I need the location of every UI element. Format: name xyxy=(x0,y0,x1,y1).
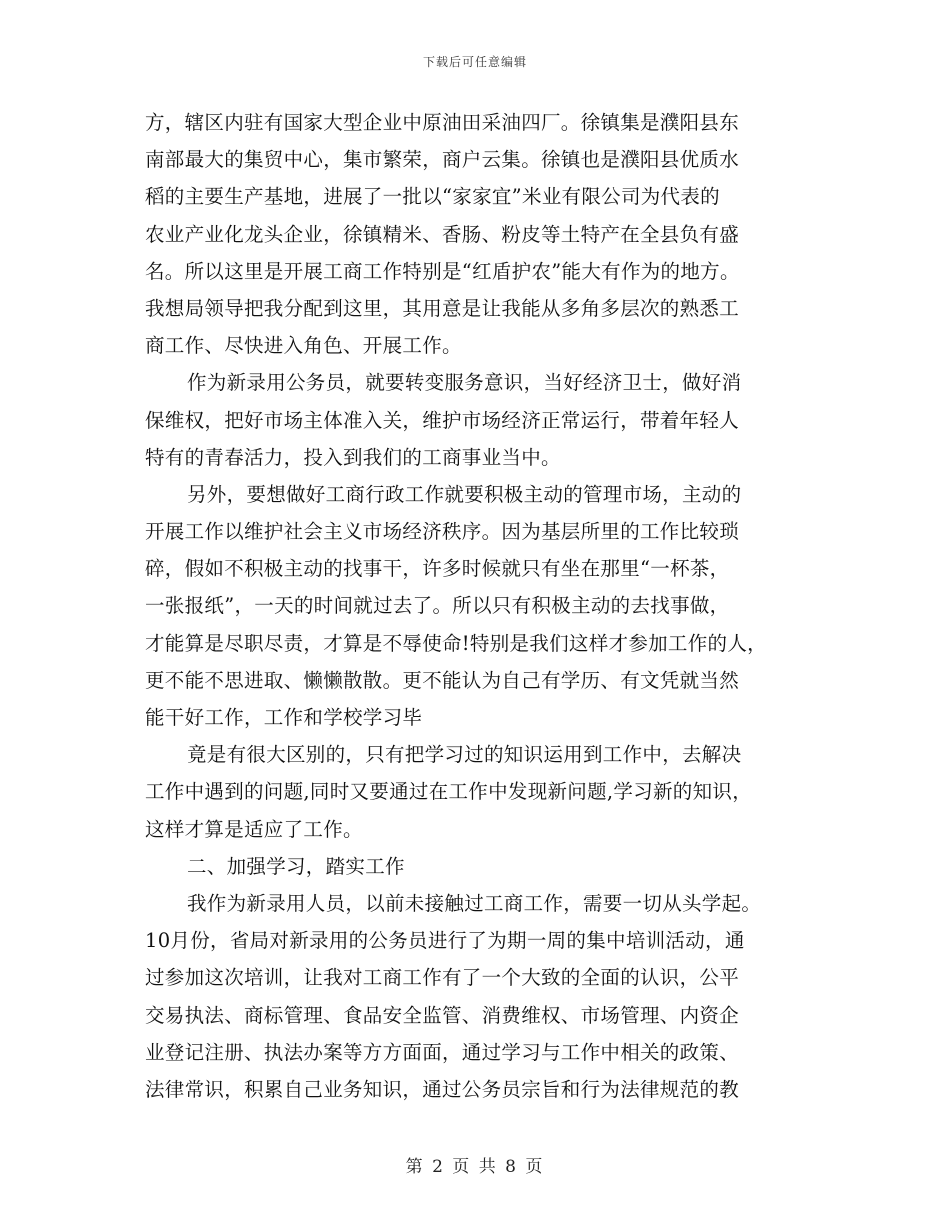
text-line: 才能算是尽职尽责，才算是不辱使命!特别是我们这样才参加工作的人， xyxy=(145,631,767,655)
text-line: 一张报纸”，一天的时间就过去了。所以只有积极主动的去找事做， xyxy=(145,594,730,618)
text-line: 二、加强学习，踏实工作 xyxy=(187,854,405,878)
text-line: 10月份，省局对新录用的公务员进行了为期一周的集中培训活动，通 xyxy=(145,929,745,953)
text-line: 能干好工作，工作和学校学习毕 xyxy=(145,706,423,729)
text-line: 特有的青春活力，投入到我们的工商事业当中。 xyxy=(145,445,561,469)
page-header: 下载后可任意编辑 xyxy=(422,55,527,69)
document-body xyxy=(145,104,825,1108)
text-line: 方，辖区内驻有国家大型企业中原油田采油四厂。徐镇集是濮阳县东 xyxy=(145,111,740,134)
text-line: 开展工作以维护社会主义市场经济秩序。因为基层所里的工作比较琐 xyxy=(145,520,740,544)
page-footer: 第 2 页 共 8 页 xyxy=(405,1157,545,1177)
text-line: 法律常识，积累自己业务知识，通过公务员宗旨和行为法律规范的教 xyxy=(145,1077,740,1101)
text-line: 竟是有很大区别的，只有把学习过的知识运用到工作中，去解决 xyxy=(187,743,742,767)
text-line: 作为新录用公务员，就要转变服务意识，当好经济卫士，做好消 xyxy=(187,371,742,395)
text-line: 这样才算是适应了工作。 xyxy=(145,817,363,841)
text-line: 碎，假如不积极主动的找事干，许多时候就只有坐在那里“一杯茶， xyxy=(145,557,730,581)
text-line: 名。所以这里是开展工商工作特别是“红盾护农”能大有作为的地方。 xyxy=(145,259,740,283)
text-line: 保维权，把好市场主体准入关，维护市场经济正常运行，带着年轻人 xyxy=(145,408,740,432)
text-line: 交易执法、商标管理、食品安全监管、消费维权、市场管理、内资企 xyxy=(145,1003,740,1027)
text-line: 商工作、尽快进入角色、开展工作。 xyxy=(145,334,462,358)
text-line: 稻的主要生产基地，进展了一批以“家家宜”米业有限公司为代表的 xyxy=(145,185,720,209)
text-line: 我想局领导把我分配到这里，其用意是让我能从多角多层次的熟悉工 xyxy=(145,296,740,320)
text-line: 业登记注册、执法办案等方方面面，通过学习与工作中相关的政策、 xyxy=(145,1040,740,1064)
text-line: 过参加这次培训，让我对工商工作有了一个大致的全面的认识，公平 xyxy=(145,966,740,990)
text-line: 另外，要想做好工商行政工作就要积极主动的管理市场，主动的 xyxy=(187,482,742,506)
text-line: 我作为新录用人员，以前未接触过工商工作，需要一切从头学起。 xyxy=(187,891,762,915)
text-line: 更不能不思进取、懒懒散散。更不能认为自己有学历、有文凭就当然 xyxy=(145,668,740,692)
text-line: 南部最大的集贸中心，集市繁荣，商户云集。徐镇也是濮阳县优质水 xyxy=(145,148,740,172)
text-line: 农业产业化龙头企业，徐镇精米、香肠、粉皮等土特产在全县负有盛 xyxy=(145,222,740,246)
text-line: 工作中遇到的问题,同时又要通过在工作中发现新问题,学习新的知识， xyxy=(145,780,752,804)
